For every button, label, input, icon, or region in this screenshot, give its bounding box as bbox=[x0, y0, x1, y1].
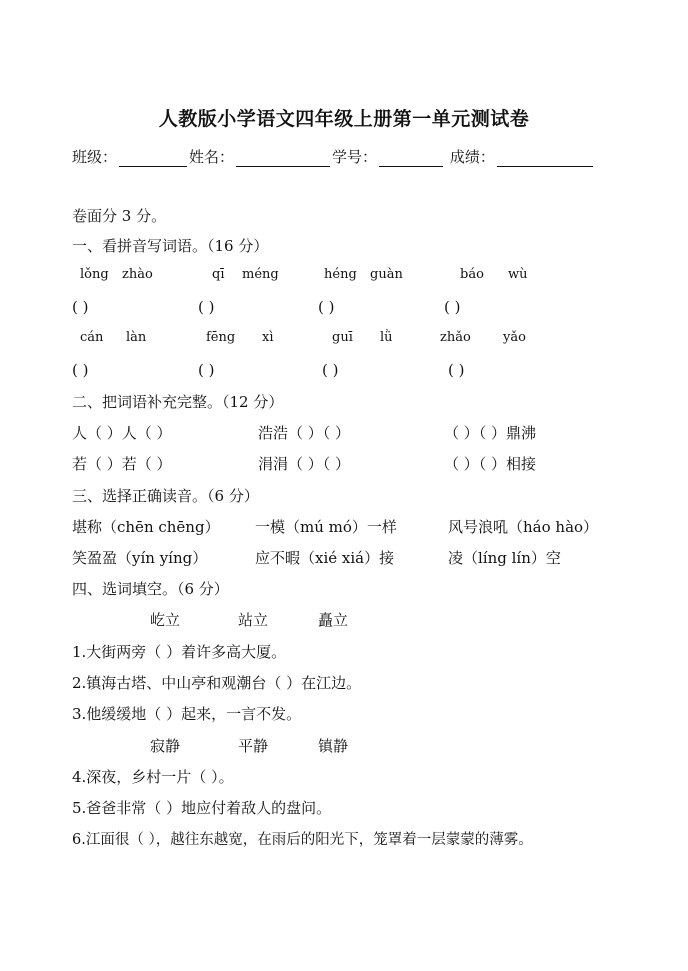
idiom-item[interactable]: （ ）（ ）鼎沸 bbox=[444, 424, 537, 442]
idiom-item[interactable]: 人（ ）人（ ） bbox=[72, 424, 172, 442]
score-label: 成绩： bbox=[449, 148, 495, 166]
name-field[interactable] bbox=[236, 152, 330, 167]
pronunciation-item[interactable]: 一模（mú mó）一样 bbox=[255, 518, 397, 536]
class-field[interactable] bbox=[119, 152, 187, 167]
pinyin: wù bbox=[508, 267, 528, 282]
student-info-row bbox=[72, 146, 595, 167]
section-1-heading: 一、看拼音写词语。（16 分） bbox=[72, 237, 269, 255]
pronunciation-item[interactable]: 应不暇（xié xiá）接 bbox=[255, 549, 395, 567]
question-6[interactable]: 6.江面很（ ），越往东越宽，在雨后的阳光下，笼罩着一层蒙蒙的薄雾。 bbox=[72, 832, 533, 848]
pinyin: làn bbox=[126, 330, 147, 345]
page-title: 人教版小学语文四年级上册第一单元测试卷 bbox=[158, 108, 530, 130]
pinyin: zhào bbox=[122, 267, 153, 282]
idiom-item[interactable]: 涓涓（ ）（ ） bbox=[258, 455, 351, 473]
word-choice: 平静 bbox=[238, 737, 269, 755]
word-choice: 矗立 bbox=[318, 611, 349, 629]
pinyin: lǒng bbox=[80, 267, 109, 282]
section-4-heading: 四、选词填空。（6 分） bbox=[72, 580, 229, 598]
section-3-heading: 三、选择正确读音。（6 分） bbox=[72, 487, 259, 505]
pinyin: zhǎo bbox=[440, 330, 471, 345]
pronunciation-item[interactable]: 堪称（chēn chēng） bbox=[72, 518, 220, 536]
class-label: 班级： bbox=[72, 148, 118, 166]
answer-box[interactable]: ( ) bbox=[198, 298, 215, 316]
pinyin: héng bbox=[324, 267, 357, 282]
pinyin: fēng bbox=[206, 330, 236, 345]
question-3[interactable]: 3.他缓缓地（ ）起来，一言不发。 bbox=[72, 705, 302, 723]
answer-box[interactable]: ( ) bbox=[448, 361, 465, 379]
question-5[interactable]: 5.爸爸非常（ ）地应付着敌人的盘问。 bbox=[72, 799, 332, 817]
pinyin: cán bbox=[80, 330, 104, 345]
pinyin: yǎo bbox=[503, 330, 526, 345]
answer-box[interactable]: ( ) bbox=[322, 361, 339, 379]
pinyin: guī bbox=[332, 330, 353, 345]
answer-box[interactable]: ( ) bbox=[72, 298, 89, 316]
id-field[interactable] bbox=[379, 152, 443, 167]
id-label: 学号： bbox=[332, 148, 378, 166]
pinyin: lǜ bbox=[380, 330, 393, 345]
idiom-item[interactable]: （ ）（ ）相接 bbox=[444, 455, 537, 473]
word-choice: 站立 bbox=[238, 611, 269, 629]
question-4[interactable]: 4.深夜，乡村一片（ ）。 bbox=[72, 768, 234, 786]
pronunciation-item[interactable]: 风号浪吼（háo hào） bbox=[448, 518, 599, 536]
section-2-heading: 二、把词语补充完整。（12 分） bbox=[72, 393, 284, 411]
neatness-note: 卷面分 3 分。 bbox=[72, 207, 167, 225]
word-choice: 镇静 bbox=[318, 737, 349, 755]
answer-box[interactable]: ( ) bbox=[318, 298, 335, 316]
word-choice: 屹立 bbox=[150, 611, 181, 629]
pinyin: xì bbox=[262, 330, 274, 345]
pinyin: guàn bbox=[370, 267, 403, 282]
pinyin: méng bbox=[242, 267, 279, 282]
question-2[interactable]: 2.镇海古塔、中山亭和观潮台（ ）在江边。 bbox=[72, 674, 362, 692]
pronunciation-item[interactable]: 笑盈盈（yín yíng） bbox=[72, 549, 208, 567]
name-label: 姓名： bbox=[189, 148, 235, 166]
idiom-item[interactable]: 浩浩（ ）（ ） bbox=[258, 424, 351, 442]
pinyin: báo bbox=[460, 267, 484, 282]
answer-box[interactable]: ( ) bbox=[198, 361, 215, 379]
question-1[interactable]: 1.大街两旁（ ）着许多高大厦。 bbox=[72, 643, 287, 661]
answer-box[interactable]: ( ) bbox=[72, 361, 89, 379]
answer-box[interactable]: ( ) bbox=[444, 298, 461, 316]
score-field[interactable] bbox=[497, 152, 593, 167]
idiom-item[interactable]: 若（ ）若（ ） bbox=[72, 455, 172, 473]
word-choice: 寂静 bbox=[150, 737, 181, 755]
pinyin: qī bbox=[212, 267, 225, 282]
pronunciation-item[interactable]: 凌（líng lín）空 bbox=[448, 549, 561, 567]
